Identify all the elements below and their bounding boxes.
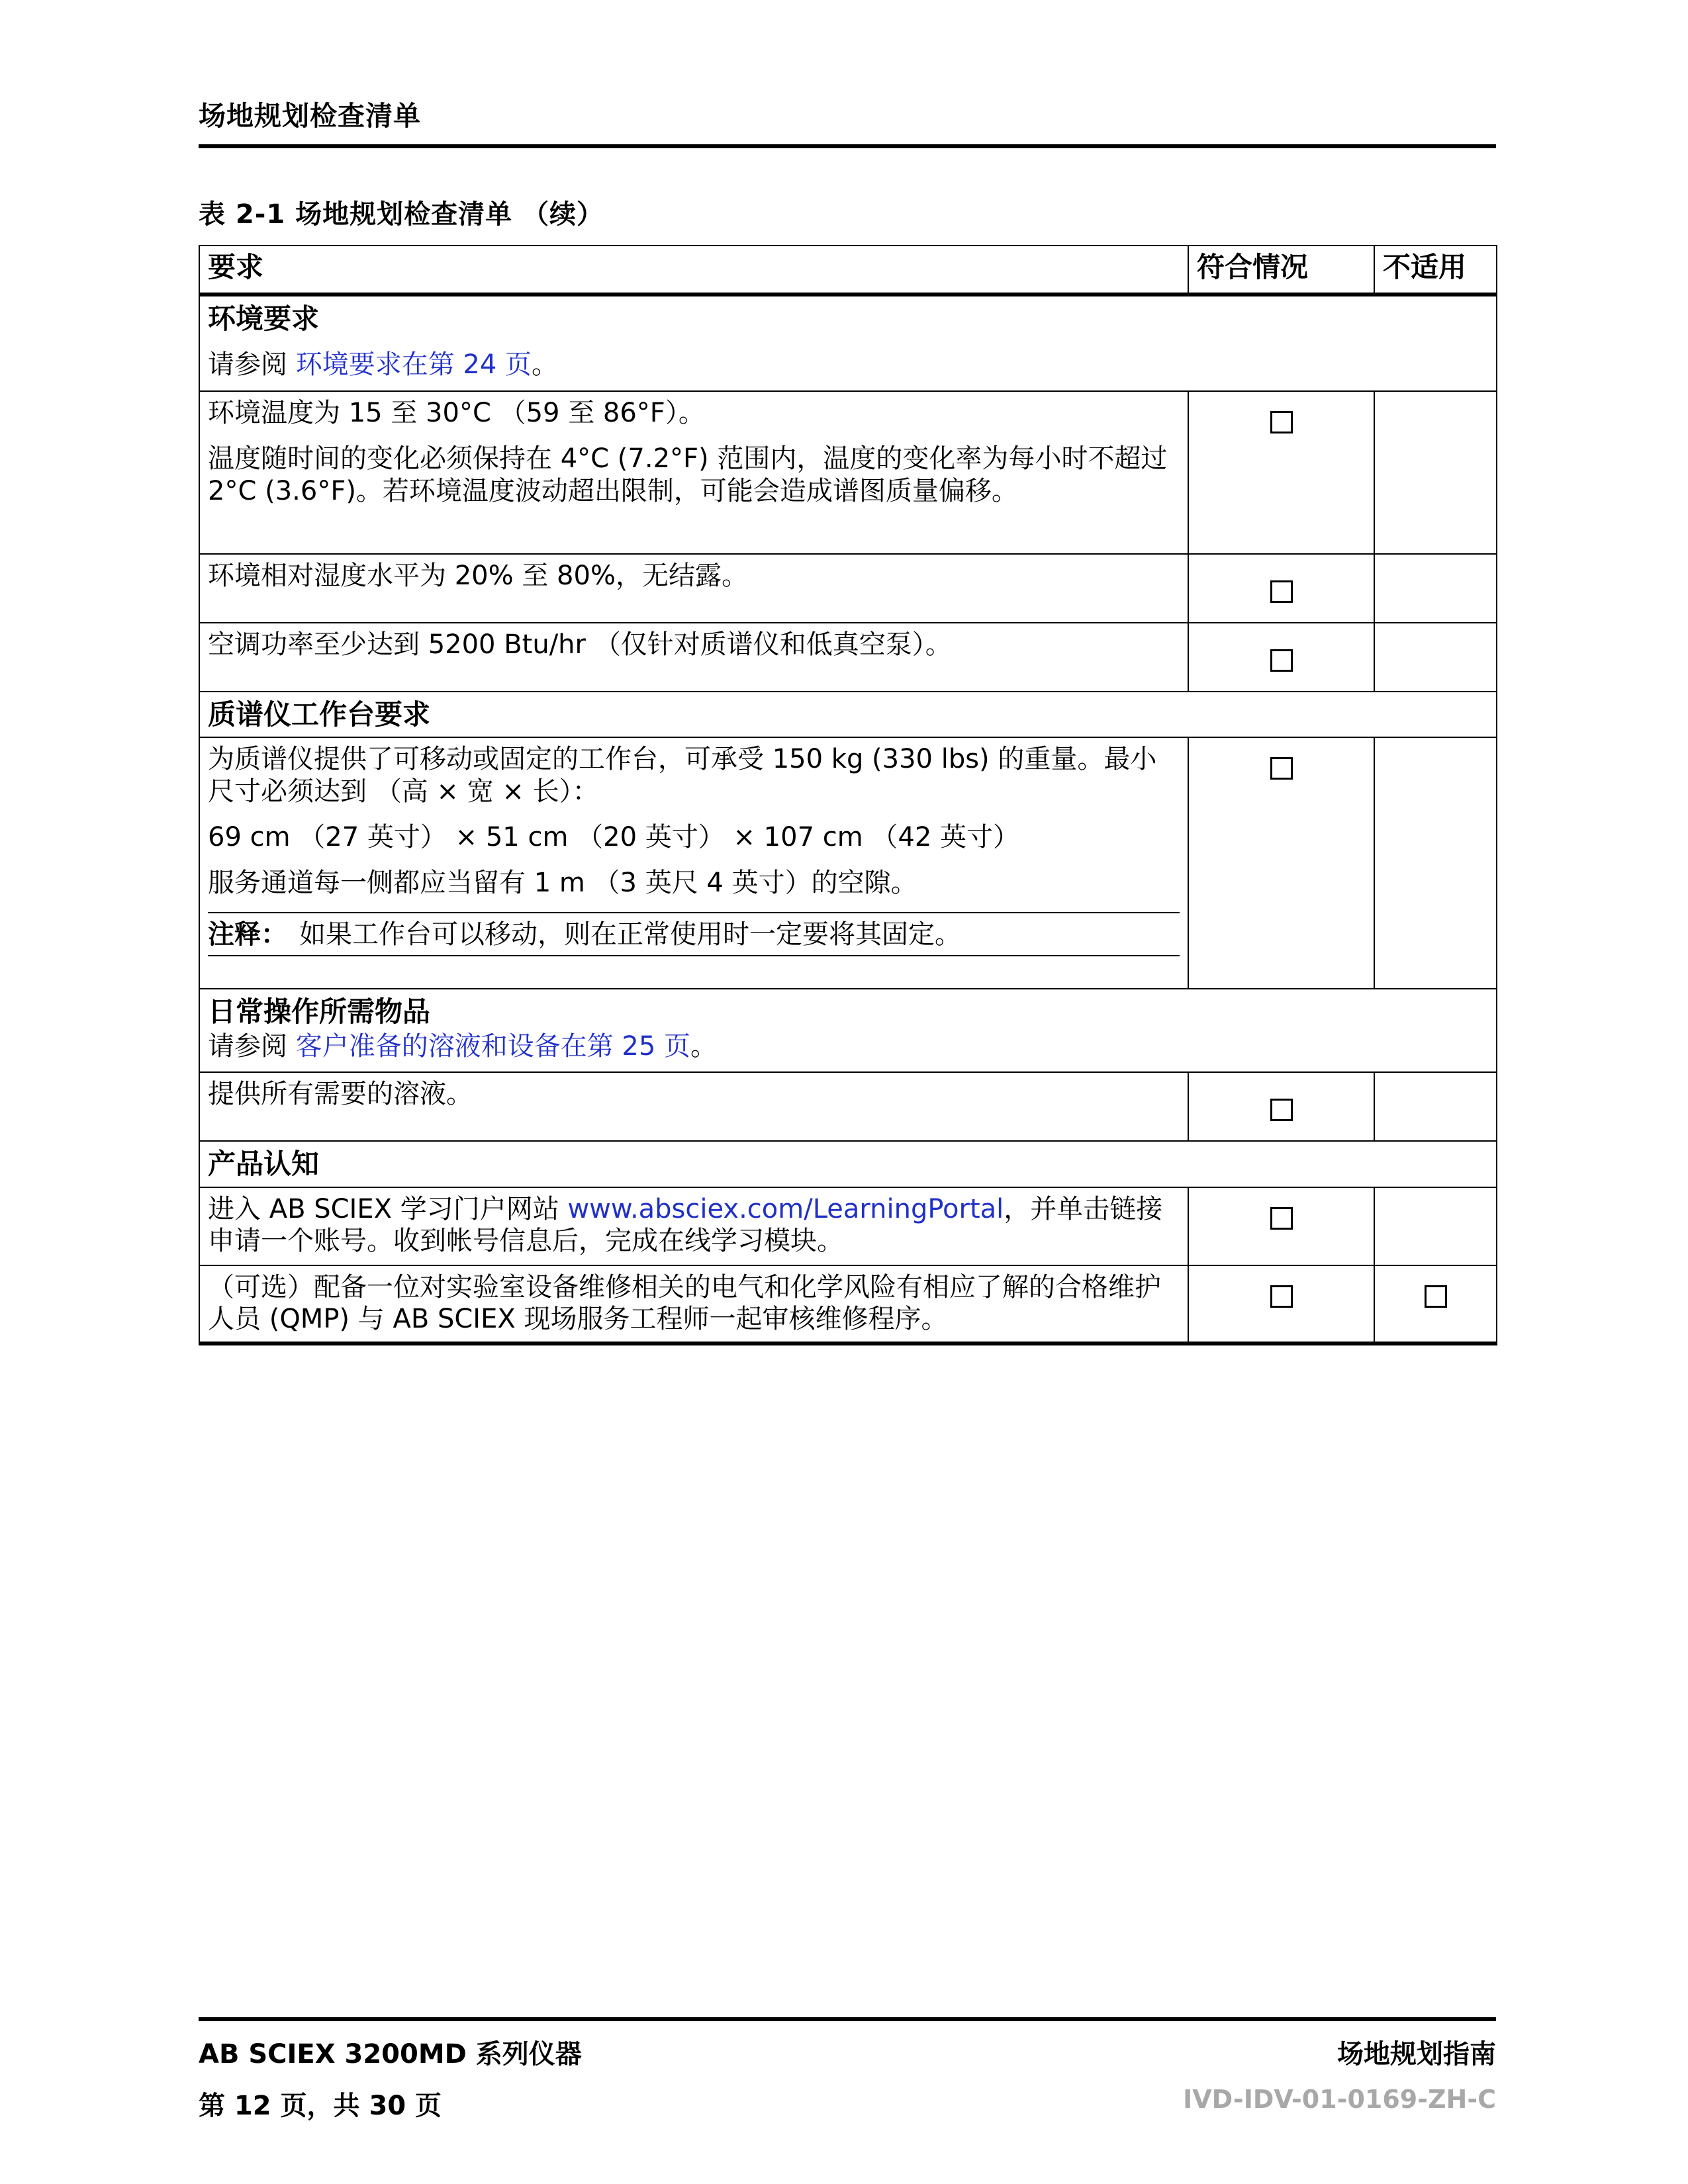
na-cell	[1374, 554, 1497, 623]
compliance-cell	[1188, 737, 1374, 989]
compliance-checkbox[interactable]	[1270, 1099, 1293, 1121]
requirement-text-prefix: 进入 AB SCIEX 学习门户网站	[208, 1193, 568, 1224]
section-row-bench	[199, 692, 1497, 737]
compliance-checkbox[interactable]	[1270, 757, 1293, 780]
not-applicable-checkbox[interactable]	[1425, 1285, 1447, 1308]
site-planning-checklist-table	[199, 245, 1497, 1345]
requirement-text: 服务通道每一侧都应当留有 1 m （3 英尺 4 英寸）的空隙。	[208, 867, 917, 898]
compliance-checkbox[interactable]	[1270, 1207, 1293, 1230]
table-row	[199, 1265, 1497, 1343]
ref-suffix: 。	[690, 1030, 718, 1062]
compliance-cell	[1188, 391, 1374, 554]
footer-product-name: AB SCIEX 3200MD 系列仪器	[199, 2039, 582, 2070]
requirement-cell	[199, 1265, 1188, 1343]
requirement-cell	[199, 1072, 1188, 1141]
na-cell	[1374, 623, 1497, 692]
requirement-cell	[199, 1187, 1188, 1265]
cross-reference-link[interactable]: 客户准备的溶液和设备在第 25 页	[295, 1030, 691, 1062]
na-cell	[1374, 1072, 1497, 1141]
section-cell	[199, 295, 1497, 391]
col-not-applicable: 不适用	[1374, 246, 1497, 295]
compliance-cell	[1188, 1072, 1374, 1141]
section-cell	[199, 989, 1497, 1072]
section-row-environment	[199, 295, 1497, 391]
table-row	[199, 1187, 1497, 1265]
section-cell	[199, 1141, 1497, 1187]
section-cell	[199, 692, 1497, 737]
running-title: 场地规划检查清单	[199, 100, 421, 132]
compliance-checkbox[interactable]	[1270, 649, 1293, 672]
table-row	[199, 737, 1497, 989]
compliance-checkbox[interactable]	[1270, 580, 1293, 603]
footer-page-number: 第 12 页，共 30 页	[199, 2091, 442, 2121]
ref-prefix: 请参阅	[208, 1030, 296, 1062]
note-label: 注释：	[208, 919, 287, 950]
section-reference	[208, 349, 1488, 381]
compliance-cell	[1188, 623, 1374, 692]
requirement-text: 温度随时间的变化必须保持在 4°C (7.2°F) 范围内，温度的变化率为每小时不超过 2°C (3.6°F)。若环境温度波动超出限制，可能会造成谱图质量偏移。	[208, 443, 1168, 506]
table-row	[199, 391, 1497, 554]
table-row	[199, 623, 1497, 692]
col-requirement: 要求	[199, 246, 1188, 295]
requirement-text: 空调功率至少达到 5200 Btu/hr （仅针对质谱仪和低真空泵）。	[208, 629, 952, 660]
section-row-daily-supplies	[199, 989, 1497, 1072]
requirement-text: （可选）配备一位对实验室设备维修相关的电气和化学风险有相应了解的合格维护人员 (QMP) 与 AB SCIEX 现场服务工程师一起审核维修程序。	[208, 1271, 1161, 1335]
footer-rule	[199, 2017, 1496, 2021]
requirement-cell	[199, 623, 1188, 692]
compliance-cell	[1188, 554, 1374, 623]
requirement-cell	[199, 391, 1188, 554]
requirement-text: 为质谱仪提供了可移动或固定的工作台，可承受 150 kg (330 lbs) 的重量。最小尺寸必须达到 （高 × 宽 × 长）：	[208, 744, 1157, 807]
header-rule	[199, 144, 1496, 148]
ref-prefix: 请参阅	[208, 349, 296, 381]
na-cell	[1374, 1265, 1497, 1343]
footer-document-id: IVD-IDV-01-0169-ZH-C	[1183, 2085, 1496, 2114]
na-cell	[1374, 1187, 1497, 1265]
compliance-checkbox[interactable]	[1270, 1285, 1293, 1308]
table-row	[199, 554, 1497, 623]
compliance-cell	[1188, 1187, 1374, 1265]
section-reference	[208, 1030, 1488, 1063]
note-text: 如果工作台可以移动，则在正常使用时一定要将其固定。	[299, 919, 961, 950]
section-title: 环境要求	[208, 302, 320, 335]
compliance-checkbox[interactable]	[1270, 411, 1293, 433]
learning-portal-link[interactable]: www.absciex.com/LearningPortal	[567, 1193, 1004, 1224]
requirement-text: 环境相对湿度水平为 20% 至 80%，无结露。	[208, 561, 748, 592]
ref-suffix: 。	[532, 349, 559, 381]
na-cell	[1374, 391, 1497, 554]
footer-guide-title: 场地规划指南	[1337, 2039, 1496, 2070]
na-cell	[1374, 737, 1497, 989]
section-title: 日常操作所需物品	[208, 995, 431, 1028]
requirement-text: 提供所有需要的溶液。	[208, 1079, 473, 1110]
requirement-text-suffix: ，并单击链接申请一个账号。收到帐号信息后，完成在线学习模块。	[208, 1193, 1163, 1257]
requirement-text: 环境温度为 15 至 30°C （59 至 86°F）。	[208, 398, 705, 429]
compliance-cell	[1188, 1265, 1374, 1343]
note-block	[208, 912, 1180, 956]
table-header-row	[199, 246, 1497, 295]
col-compliance: 符合情况	[1188, 246, 1374, 295]
section-title: 质谱仪工作台要求	[208, 698, 431, 731]
cross-reference-link[interactable]: 环境要求在第 24 页	[295, 349, 532, 381]
requirement-text: 69 cm （27 英寸） × 51 cm （20 英寸） × 107 cm （42 英寸）	[208, 821, 1020, 852]
table-caption: 表 2-1 场地规划检查清单 （续）	[199, 199, 604, 230]
section-row-product-knowledge	[199, 1141, 1497, 1187]
section-title: 产品认知	[208, 1148, 320, 1181]
requirement-cell	[199, 554, 1188, 623]
table-row	[199, 1072, 1497, 1141]
requirement-cell	[199, 737, 1188, 989]
